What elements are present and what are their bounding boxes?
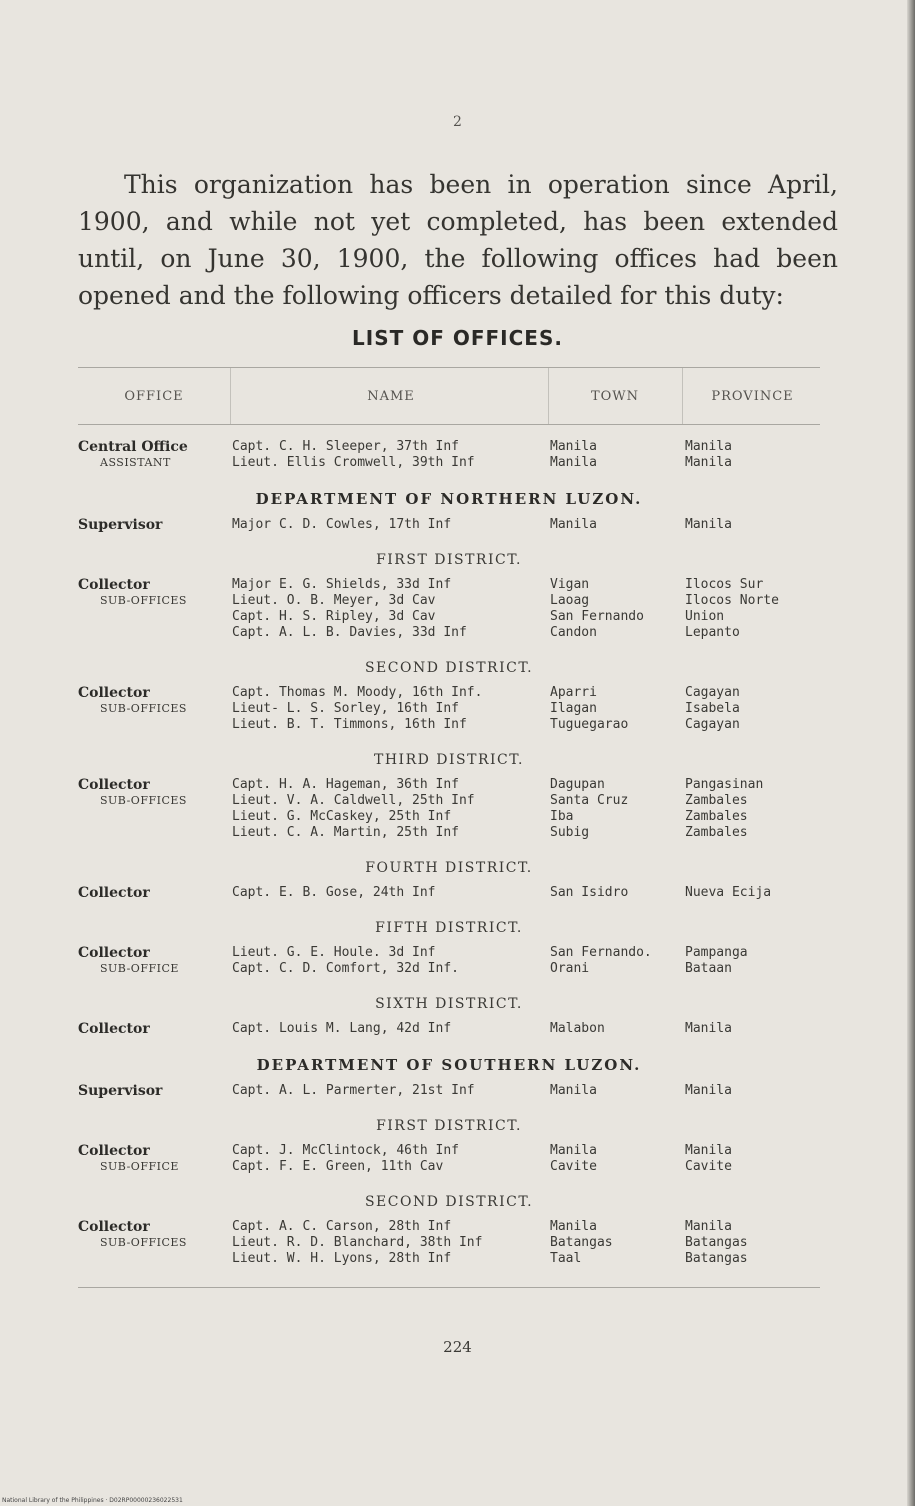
table-row: [78, 809, 820, 825]
row-gap: [78, 1037, 820, 1047]
table-row: [78, 1251, 820, 1267]
name-cell: Capt. J. McClintock, 46th Inf: [232, 1143, 459, 1158]
office-cell: Collector: [78, 885, 150, 901]
table-body: [78, 425, 820, 1277]
office-cell: Collector: [78, 1219, 150, 1235]
office-cell: Collector: [78, 945, 150, 961]
table-row: [78, 1021, 820, 1037]
province-cell: Cagayan: [685, 685, 740, 700]
town-cell: Manila: [550, 1219, 597, 1234]
town-cell: Aparri: [550, 685, 597, 700]
province-cell: Manila: [685, 1143, 732, 1158]
name-cell: Capt. H. S. Ripley, 3d Cav: [232, 609, 436, 624]
page-number-bottom: 224: [443, 1338, 472, 1356]
town-cell: Manila: [550, 455, 597, 470]
name-cell: Major E. G. Shields, 33d Inf: [232, 577, 452, 592]
town-cell: Vigan: [550, 577, 590, 592]
office-cell: SUB-OFFICE: [100, 1160, 179, 1173]
province-cell: Manila: [685, 1021, 732, 1036]
district-title: THIRD DISTRICT.: [374, 752, 524, 768]
province-cell: Union: [685, 609, 725, 624]
province-cell: Nueva Ecija: [685, 885, 772, 900]
town-cell: Laoag: [550, 593, 590, 608]
town-cell: Iba: [550, 809, 574, 824]
town-cell: Ilagan: [550, 701, 597, 716]
intro-text: This organization has been in operation since April, 1900, and while not yet completed, has been extended until, on June 30, 1900, the following offices had been opened and the following officers detailed for this duty:: [78, 170, 838, 310]
table-row: [78, 1235, 820, 1251]
table-row: [78, 593, 820, 609]
row-gap: [78, 471, 820, 481]
row-gap: [78, 733, 820, 743]
table-bottom-rule: [78, 1287, 820, 1288]
table-row: [78, 1083, 820, 1099]
offices-table: [78, 367, 820, 1288]
table-row: [78, 1159, 820, 1175]
table-row: [78, 1143, 820, 1159]
table-row: [78, 439, 820, 455]
province-cell: Ilocos Norte: [685, 593, 779, 608]
row-gap: [78, 977, 820, 987]
office-cell: ASSISTANT: [100, 456, 171, 469]
town-cell: Candon: [550, 625, 597, 640]
office-cell: SUB-OFFICES: [100, 594, 187, 607]
name-cell: Capt. Thomas M. Moody, 16th Inf.: [232, 685, 483, 700]
table-row: [78, 717, 820, 733]
province-cell: Manila: [685, 455, 732, 470]
row-gap: [78, 1267, 820, 1277]
name-cell: Capt. A. L. Parmerter, 21st Inf: [232, 1083, 475, 1098]
name-cell: Lieut. O. B. Meyer, 3d Cav: [232, 593, 436, 608]
province-cell: Pampanga: [685, 945, 748, 960]
row-gap: [78, 1175, 820, 1185]
district-title: FOURTH DISTRICT.: [365, 860, 533, 876]
name-cell: Capt. C. H. Sleeper, 37th Inf: [232, 439, 459, 454]
table-row: [78, 777, 820, 793]
name-cell: Capt. E. B. Gose, 24th Inf: [232, 885, 436, 900]
table-row: [78, 701, 820, 717]
row-gap: [78, 901, 820, 911]
town-cell: Manila: [550, 1083, 597, 1098]
row-gap: [78, 533, 820, 543]
page-edge-shadow: [907, 0, 915, 1506]
page-number-top: 2: [453, 114, 462, 130]
intro-paragraph: [78, 166, 838, 314]
town-cell: Batangas: [550, 1235, 613, 1250]
office-cell: Central Office: [78, 439, 188, 455]
name-cell: Lieut. G. E. Houle. 3d Inf: [232, 945, 436, 960]
province-cell: Isabela: [685, 701, 740, 716]
table-row: [78, 825, 820, 841]
district-title: FIFTH DISTRICT.: [375, 920, 523, 936]
town-cell: Cavite: [550, 1159, 597, 1174]
province-cell: Manila: [685, 439, 732, 454]
name-cell: Lieut. Ellis Cromwell, 39th Inf: [232, 455, 475, 470]
table-header: [78, 368, 820, 425]
town-cell: Manila: [550, 517, 597, 532]
col-name-header: NAME: [367, 389, 415, 404]
office-cell: SUB-OFFICES: [100, 702, 187, 715]
office-cell: Collector: [78, 1021, 150, 1037]
town-cell: Orani: [550, 961, 590, 976]
office-cell: Collector: [78, 685, 150, 701]
col-divider: [682, 368, 683, 424]
library-footer: National Library of the Philippines · D02RP00000236022531: [2, 1497, 183, 1504]
col-divider: [230, 368, 231, 424]
province-cell: Lepanto: [685, 625, 740, 640]
row-gap: [78, 841, 820, 851]
table-row: [78, 685, 820, 701]
list-heading: LIST OF OFFICES.: [352, 326, 563, 350]
name-cell: Lieut. V. A. Caldwell, 25th Inf: [232, 793, 475, 808]
table-row: [78, 885, 820, 901]
province-cell: Manila: [685, 1219, 732, 1234]
province-cell: Zambales: [685, 793, 748, 808]
town-cell: San Fernando: [550, 609, 644, 624]
name-cell: Lieut. R. D. Blanchard, 38th Inf: [232, 1235, 483, 1250]
table-row: [78, 455, 820, 471]
name-cell: Capt. A. L. B. Davies, 33d Inf: [232, 625, 467, 640]
town-cell: Tuguegarao: [550, 717, 629, 732]
name-cell: Major C. D. Cowles, 17th Inf: [232, 517, 452, 532]
col-divider: [548, 368, 549, 424]
province-cell: Zambales: [685, 825, 748, 840]
town-cell: Manila: [550, 439, 597, 454]
table-row: [78, 625, 820, 641]
office-cell: SUB-OFFICES: [100, 1236, 187, 1249]
province-cell: Cavite: [685, 1159, 732, 1174]
town-cell: San Fernando.: [550, 945, 652, 960]
office-cell: Collector: [78, 1143, 150, 1159]
province-cell: Pangasinan: [685, 777, 764, 792]
name-cell: Lieut. W. H. Lyons, 28th Inf: [232, 1251, 452, 1266]
table-row: [78, 793, 820, 809]
province-cell: Batangas: [685, 1235, 748, 1250]
town-cell: Manila: [550, 1143, 597, 1158]
table-row: [78, 517, 820, 533]
name-cell: Capt. C. D. Comfort, 32d Inf.: [232, 961, 459, 976]
town-cell: Dagupan: [550, 777, 605, 792]
table-row: [78, 609, 820, 625]
table-row: [78, 577, 820, 593]
town-cell: Malabon: [550, 1021, 605, 1036]
name-cell: Lieut. G. McCaskey, 25th Inf: [232, 809, 452, 824]
name-cell: Lieut- L. S. Sorley, 16th Inf: [232, 701, 459, 716]
office-cell: SUB-OFFICES: [100, 794, 187, 807]
name-cell: Capt. Louis M. Lang, 42d Inf: [232, 1021, 452, 1036]
office-cell: Collector: [78, 577, 150, 593]
col-province-header: PROVINCE: [711, 389, 794, 404]
name-cell: Capt. H. A. Hageman, 36th Inf: [232, 777, 459, 792]
district-title: SECOND DISTRICT.: [364, 1194, 534, 1210]
office-cell: Supervisor: [78, 517, 163, 533]
table-row: [78, 945, 820, 961]
department-title: DEPARTMENT OF SOUTHERN LUZON.: [256, 1056, 642, 1074]
province-cell: Cagayan: [685, 717, 740, 732]
col-office-header: OFFICE: [124, 389, 184, 404]
row-gap: [78, 641, 820, 651]
office-cell: Collector: [78, 777, 150, 793]
table-row: [78, 1219, 820, 1235]
department-title: DEPARTMENT OF NORTHERN LUZON.: [255, 490, 643, 508]
province-cell: Bataan: [685, 961, 732, 976]
district-title: FIRST DISTRICT.: [376, 552, 522, 568]
town-cell: Santa Cruz: [550, 793, 629, 808]
town-cell: Taal: [550, 1251, 582, 1266]
province-cell: Zambales: [685, 809, 748, 824]
office-cell: Supervisor: [78, 1083, 163, 1099]
province-cell: Batangas: [685, 1251, 748, 1266]
district-title: SIXTH DISTRICT.: [375, 996, 523, 1012]
town-cell: Subig: [550, 825, 590, 840]
province-cell: Ilocos Sur: [685, 577, 764, 592]
district-title: FIRST DISTRICT.: [376, 1118, 522, 1134]
name-cell: Lieut. C. A. Martin, 25th Inf: [232, 825, 459, 840]
province-cell: Manila: [685, 517, 732, 532]
province-cell: Manila: [685, 1083, 732, 1098]
row-gap: [78, 1099, 820, 1109]
town-cell: San Isidro: [550, 885, 629, 900]
office-cell: SUB-OFFICE: [100, 962, 179, 975]
name-cell: Capt. F. E. Green, 11th Cav: [232, 1159, 444, 1174]
name-cell: Capt. A. C. Carson, 28th Inf: [232, 1219, 452, 1234]
table-row: [78, 961, 820, 977]
name-cell: Lieut. B. T. Timmons, 16th Inf: [232, 717, 467, 732]
col-town-header: TOWN: [590, 389, 640, 404]
district-title: SECOND DISTRICT.: [364, 660, 534, 676]
